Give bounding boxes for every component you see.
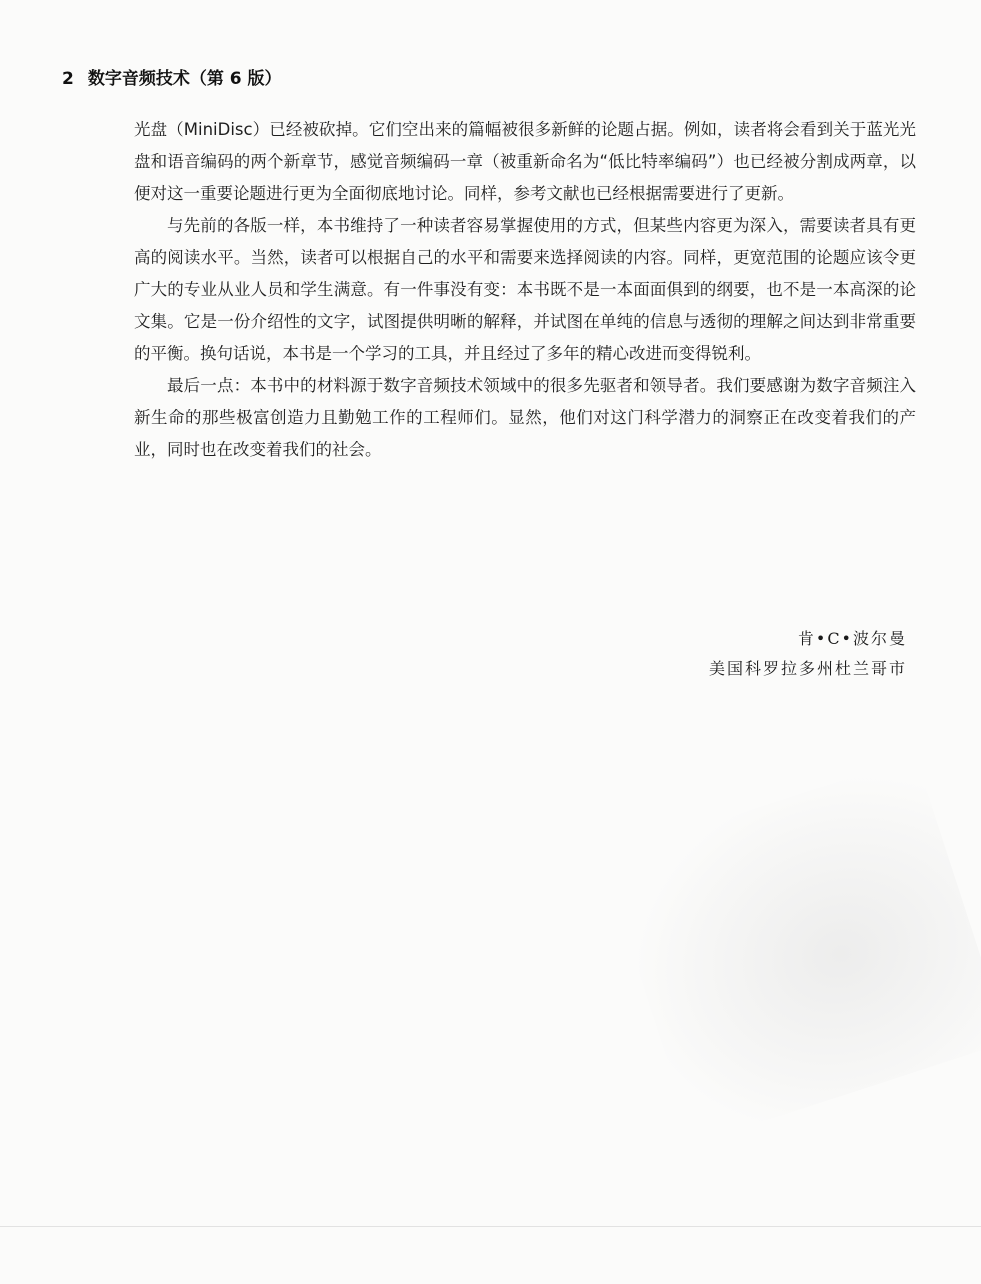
page-number: 2 — [62, 69, 74, 89]
paragraph-1: 光盘（MiniDisc）已经被砍掉。它们空出来的篇幅被很多新鲜的论题占据。例如，读者将会看到关于蓝光光盘和语音编码的两个新章节，感觉音频编码一章（被重新命名为“低比特率编码”）也已经被分割成两章，以便对这一重要论题进行更为全面彻底地讨论。同样，参考文献也已经根据需要进行了更新。 — [134, 120, 916, 203]
library-stamp-watermark — [602, 756, 981, 1143]
paragraph-3: 最后一点：本书中的材料源于数字音频技术领域中的很多先驱者和领导者。我们要感谢为数字音频注入新生命的那些极富创造力且勤勉工作的工程师们。显然，他们对这门科学潜力的洞察正在改变着我们的产业，同时也在改变着我们的社会。 — [134, 376, 916, 459]
scan-edge-line — [0, 1226, 981, 1227]
paragraph-2: 与先前的各版一样，本书维持了一种读者容易掌握使用的方式，但某些内容更为深入，需要读者具有更高的阅读水平。当然，读者可以根据自己的水平和需要来选择阅读的内容。同样，更宽范围的论题应该令更广大的专业从业人员和学生满意。有一件事没有变：本书既不是一本面面俱到的纲要，也不是一本高深的论文集。它是一份介绍性的文字，试图提供明晰的解释，并试图在单纯的信息与透彻的理解之间达到非常重要的平衡。换句话说，本书是一个学习的工具，并且经过了多年的精心改进而变得锐利。 — [134, 216, 916, 363]
signature-block — [709, 624, 907, 684]
author-name: 肯•C•波尔曼 — [797, 629, 907, 648]
author-location: 美国科罗拉多州杜兰哥市 — [708, 659, 907, 678]
body-text — [134, 114, 916, 466]
book-title: 数字音频技术（第 6 版） — [87, 69, 282, 89]
running-header — [62, 64, 282, 89]
